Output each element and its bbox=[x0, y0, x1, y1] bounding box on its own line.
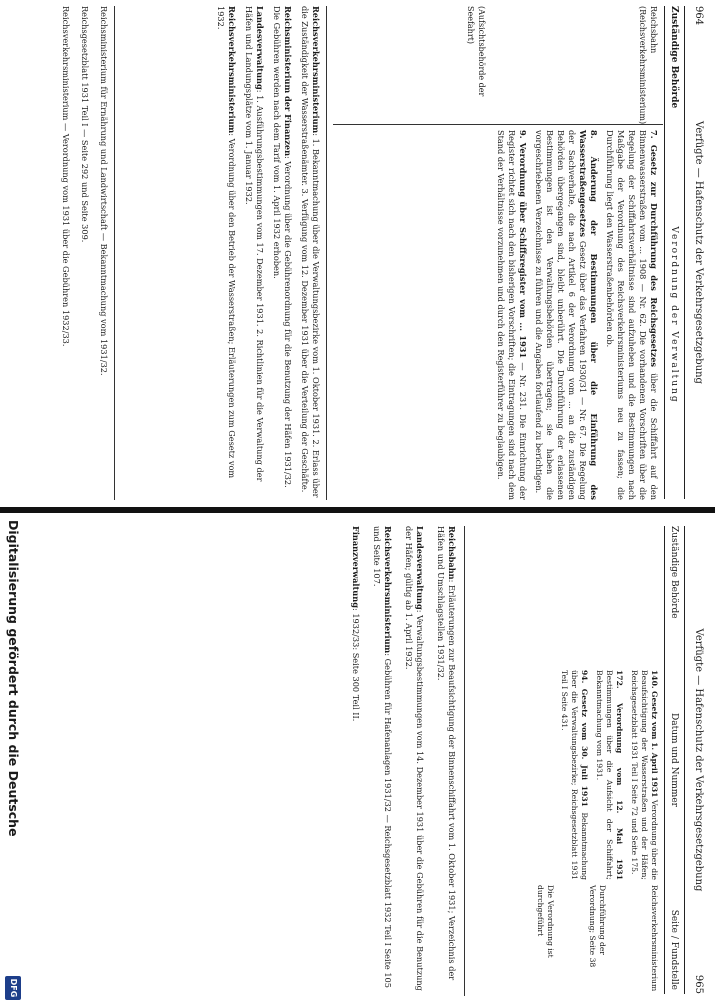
entry-title: Gesetz vom 1. April 1931 bbox=[650, 690, 659, 798]
right-entry-notes bbox=[535, 885, 659, 995]
section-text: 1. Bekanntmachung über die Verwaltungsbezirke vom 1. Oktober 1931. 2. Erlass über die Zuständigkeit der Wasserstraßenämter. 3. Verfügung vom 12. Dezember 1931 über die Verteilung der Geschäfte. bbox=[300, 6, 321, 498]
entry-text: — Nr. 231. Die Einrichtung der Register richtet sich nach den bisherigen Vorschriften; die Eintragungen sind nach dem Stand der Verhältnisse vorzunehmen und durch den Registerführer zu beglaubigen. bbox=[496, 130, 528, 500]
section-block: Finanzverwaltung: 1932/33: Seite 300 Teil II. bbox=[351, 526, 361, 722]
left-column-divider bbox=[333, 124, 663, 125]
list-item bbox=[604, 130, 659, 500]
section-block: Landesverwaltung: 1. Ausführungsbestimmungen vom 17. Dezember 1931. 2. Richtlinien für die Verwaltung der Häfen und Landungsplätze vom 1. Januar 1932. bbox=[244, 6, 265, 482]
section-text: Erläuterungen zur Beaufsichtigung der Binnenschiffahrt vom 1. Oktober 1931; Verzeichnis der Häfen und Umschlagstellen 1931/32. bbox=[436, 526, 457, 981]
footer-text: Digitalisierung gefördert durch die Deutsche bbox=[6, 520, 21, 837]
left-header-rule bbox=[684, 6, 685, 499]
section-block: Reichsbahn: Erläuterungen zur Beaufsichtigung der Binnenschiffahrt vom 1. Oktober 1931; Verzeichnis der Häfen und Umschlagstellen 1931/32. bbox=[436, 526, 457, 981]
entry-note: Durchführung der Verordnung; Seite 38 bbox=[588, 885, 607, 968]
entry-number: 94. bbox=[580, 670, 589, 684]
right-page-running-title: Verfügte — Hafenschutz der Verkehrsgesetzgebung bbox=[693, 628, 704, 892]
list-item bbox=[533, 130, 599, 500]
right-column-authority: Zuständige Behörde bbox=[669, 526, 679, 619]
left-subheader-rule bbox=[664, 6, 665, 499]
right-header-rule bbox=[684, 526, 685, 994]
entry-text: Bekanntmachung über die Verwaltungsbezirke; Reichsgesetzblatt 1931 Teil I Seite 431. bbox=[560, 670, 589, 881]
bottom-line: Reichsverkehrsministerium — Verordnung vom 1931 über die Gebühren 1932/33. bbox=[61, 6, 71, 347]
entry-title: Gesetz vom 30. Juli 1931 bbox=[580, 688, 589, 807]
section-heading: Reichsministerium der Finanzen bbox=[283, 6, 293, 157]
section-heading: Reichsbahn bbox=[447, 526, 457, 580]
entry-number: 172. bbox=[615, 670, 624, 689]
section-block: Landesverwaltung: Verwaltungsbestimmungen vom 14. Dezember 1931 über die Gebühren für die Benutzung der Häfen; gültig ab 1. April 1932. bbox=[404, 526, 425, 991]
list-item bbox=[629, 670, 659, 880]
right-page-number: 965 bbox=[693, 974, 704, 994]
section-text: Verordnung über den Betrieb der Wasserstraßen; Erläuterungen zum Gesetz vom 1932. bbox=[216, 6, 237, 479]
entry-number: 8. bbox=[589, 130, 599, 139]
left-section-rule bbox=[326, 6, 327, 500]
section-heading: Finanzverwaltung bbox=[351, 526, 361, 608]
left-note: Reichsbahn (Reichsverkehrsministerium) bbox=[638, 6, 658, 125]
page-gutter bbox=[0, 507, 715, 513]
list-item bbox=[594, 670, 624, 880]
entry-title: Änderung der Bestimmungen über die Einführung des Wasserstraßengesetzes bbox=[578, 130, 599, 500]
entry-text: Gesetz über das Verfahren 1930/31 — Nr. 67. Die Regelung der Sachverhalte, die nach Artikel 6 der Verordnung vom ... an die zuständigen Behörden übergegangen sind, bleibt unberührt. Die Durchführung der erlassenen Bestimmungen ist den Verwaltungsbehörden übertragen; sie haben die vorgeschriebenen Verzeichnisse zu führen und die Angaben fortlaufend zu berichtigen. bbox=[534, 130, 588, 500]
section-heading: Reichsverkehrsministerium bbox=[227, 6, 237, 134]
entry-number: 140. bbox=[650, 670, 659, 689]
right-page-header bbox=[687, 526, 709, 994]
left-column-heading: Zuständige Behörde bbox=[669, 6, 679, 109]
section-text: Verordnung über die Gebührenordnung für die Benutzung der Häfen 1931/32. Die Gebühren werden nach dem Tarif vom 1. April 1932 erhoben. bbox=[272, 6, 293, 488]
section-block: Reichsverkehrsministerium: Gebühren für Hafenanlagen 1931/32 — Reichsgesetzblatt 1932 Teil I Seite 105 und Seite 107. bbox=[372, 526, 393, 988]
entry-note: Reichsverkehrsministerium bbox=[650, 885, 659, 992]
bottom-line: Reichsministerium für Ernährung und Landwirtschaft — Bekanntmachung vom 1931/32. bbox=[99, 6, 109, 376]
section-text: 1932/33: Seite 300 Teil II. bbox=[351, 613, 361, 722]
entry-text: Bestimmungen über die Aufsicht der Schiffahrt; Bekanntmachung vom 1931. bbox=[595, 670, 614, 880]
right-section-rule bbox=[464, 526, 465, 996]
right-entries bbox=[554, 670, 659, 880]
left-page-number: 964 bbox=[693, 6, 704, 26]
section-heading: Reichsverkehrsministerium bbox=[383, 526, 393, 654]
entry-title: Verordnung vom 12. Mai 1931 bbox=[615, 702, 624, 880]
left-entries bbox=[490, 130, 659, 500]
entry-number: 9. bbox=[518, 130, 528, 139]
entry-title: Verordnung über Schiffsregister vom ... 1931 bbox=[518, 142, 528, 359]
section-block: Reichsverkehrsministerium: Verordnung über den Betrieb der Wasserstraßen; Erläuterungen zum Gesetz vom 1932. bbox=[216, 6, 237, 479]
left-page-header bbox=[687, 6, 709, 499]
left-page-running-title: Verfügte — Hafenschutz der Verkehrsgesetzgebung bbox=[693, 121, 704, 384]
entry-number: 7. bbox=[649, 130, 659, 139]
left-bottom-rule bbox=[114, 6, 115, 500]
right-subheader-rule bbox=[664, 526, 665, 994]
digitization-footer bbox=[1, 520, 25, 1000]
right-column-page: Seite / Fundstelle bbox=[669, 909, 679, 990]
entry-note: Die Verordnung ist durchgeführt bbox=[536, 885, 555, 958]
entry-title: Gesetz zur Durchführung des Reichsgesetzes bbox=[649, 144, 659, 368]
section-text: Verwaltungsbestimmungen vom 14. Dezember 1931 über die Gebühren für die Benutzung der Häfen; gültig ab 1. April 1932. bbox=[404, 526, 425, 991]
section-text: 1. Ausführungsbestimmungen vom 17. Dezember 1931. 2. Richtlinien für die Verwaltung der Häfen und Landungsplätze vom 1. Januar 1932. bbox=[244, 6, 265, 482]
entry-text: über die Schiffahrt auf den Binnenwasserstraßen vom ... 1908 — Nr. 62. Die vorhandenen Vorschriften über die Regelung der Schiffahrtsverhältnisse sind aufzuheben und die Bestimmungen nach Maßgabe der Verordnung des Reichsverkehrsministeriums neu zu fassen; die Durchführung liegt den Wasserstraßenbehörden ob. bbox=[605, 130, 659, 500]
left-note: (Aufsichtsbehörde der Seefahrt) bbox=[466, 6, 486, 97]
section-block: Reichsverkehrsministerium: 1. Bekanntmachung über die Verwaltungsbezirke vom 1. Oktober 1931. 2. Erlass über die Zuständigkeit der Wasserstraßenämter. 3. Verfügung vom 12. Dezember 1931 über die Verteilung der Geschäfte. bbox=[300, 6, 321, 498]
list-item bbox=[559, 670, 589, 880]
right-page bbox=[0, 520, 715, 1000]
entry-text: Verordnung über die Beaufsichtigung der Wasserstraßen und der Häfen; Reichsgesetzblatt 1931 Teil I Seite 72 und Seite 175. bbox=[630, 670, 659, 880]
section-heading: Landesverwaltung bbox=[255, 6, 265, 90]
right-sections bbox=[350, 526, 457, 996]
left-bottom-lines bbox=[60, 6, 109, 500]
left-section-title: Verordnung der Verwaltung bbox=[669, 226, 679, 404]
list-item bbox=[495, 130, 528, 500]
left-sections bbox=[209, 6, 321, 500]
section-text: Gebühren für Hafenanlagen 1931/32 — Reichsgesetzblatt 1932 Teil I Seite 105 und Seite 107. bbox=[372, 526, 393, 988]
section-block: Reichsministerium der Finanzen: Verordnung über die Gebührenordnung für die Benutzung der Häfen 1931/32. Die Gebühren werden nach dem Tarif vom 1. April 1932 erhoben. bbox=[272, 6, 293, 488]
right-column-date: Datum und Nummer bbox=[669, 713, 679, 807]
section-heading: Landesverwaltung bbox=[415, 526, 425, 610]
bottom-line: Reichsgesetzblatt 1931 Teil I — Seite 292 und Seite 309. bbox=[80, 6, 90, 243]
left-notes bbox=[465, 6, 659, 125]
dfg-logo: DFG bbox=[5, 976, 21, 1000]
section-heading: Reichsverkehrsministerium bbox=[311, 6, 321, 134]
